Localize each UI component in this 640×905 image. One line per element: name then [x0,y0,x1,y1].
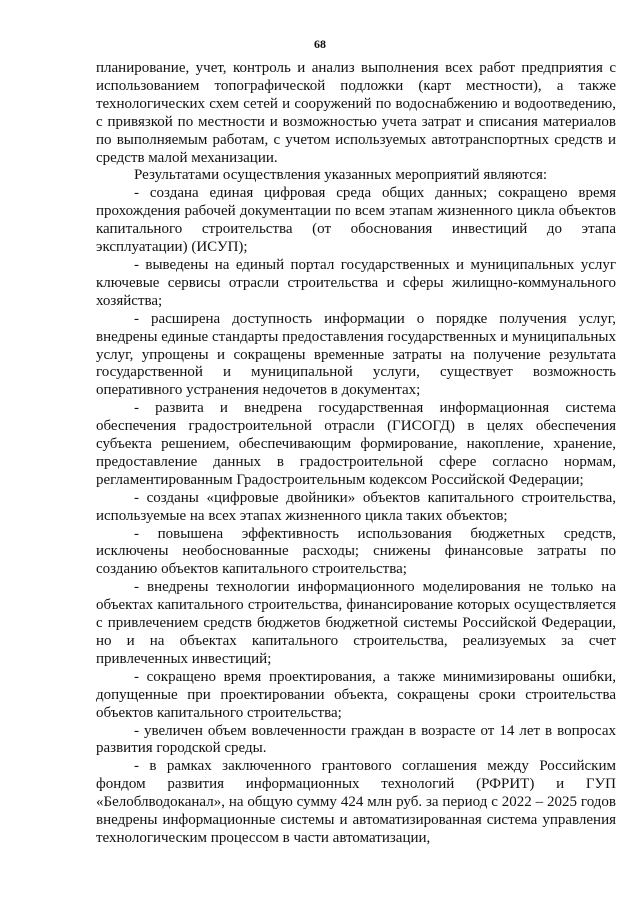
page-number: 68 [314,37,326,51]
paragraph-results-intro: Результатами осуществления указанных мероприятий являются: [134,167,548,184]
list-item-information-modeling: - внедрены технологии информационного моделирования не только на объектах капитального строительства, финансирование которых осуществляется с привлечением средств бюджетов бюджетной системы Российской Федерации, но и на объектах капитального строительства, реализуемых за счет привлеченных инвестиций; [96,579,616,667]
list-item-design-time: - сокращено время проектирования, а также минимизированы ошибки, допущенные при проектировании объекта, сокращены сроки строительства объектов капитального строительства; [96,668,616,721]
list-item-public-services-portal: - выведены на единый портал государственных и муниципальных услуг ключевые сервисы отрасли строительства и сферы жилищно-коммунального хозяйства; [96,256,616,309]
page-body [96,60,616,848]
list-item-budget-efficiency: - повышена эффективность использования бюджетных средств, исключены необоснованные расходы; снижены финансовые затраты по созданию объектов капитального строительства; [96,525,616,578]
list-item-citizen-engagement: - увеличен объем вовлеченности граждан в возрасте от 14 лет в вопросах развития городской среды. [96,722,616,757]
list-item-service-accessibility: - расширена доступность информации о порядке получения услуг, внедрены единые стандарты предоставления государственных и муниципальных услуг, упрощены и сокращены временные затраты на получение результата государственной и муниципальной услуги, существует возможность оперативного устранения недочетов в документах; [96,310,616,399]
paragraph-planning-continuation: планирование, учет, контроль и анализ выполнения всех работ предприятия с использованием топографической подложки (карт местности), а также технологических схем сетей и сооружений по водоснабжению и водоотведению, с привязкой по местности и возможностью учета затрат и списания материалов по выполняемым работам, с учетом используемых автотранспортных средств и средств малой механизации. [96,60,616,166]
list-item-data-environment: - создана единая цифровая среда общих данных; сокращено время прохождения рабочей документации по всем этапам жизненного цикла объектов капитального строительства (от обоснования инвестиций до этапа эксплуатации) (ИСУП); [96,185,616,256]
list-item-digital-twins: - созданы «цифровые двойники» объектов капитального строительства, используемые на всех этапах жизненного цикла таких объектов; [96,489,616,524]
list-item-grant-agreement: - в рамках заключенного грантового соглашения между Российским фондом развития информационных технологий (РФРИТ) и ГУП «Белоблводоканал», на общую сумму 424 млн руб. за период с 2022 – 2025 годов внедрены информационные системы и автоматизированная система управления технологическим процессом в части автоматизации, [96,758,616,846]
list-item-gisogd-system: - развита и внедрена государственная информационная система обеспечения градостроительной отрасли (ГИСОГД) в целях обеспечения субъекта решением, обеспечивающим формирование, накопление, хранение, предоставление данных в градостроительной сфере согласно нормам, регламентированным Градостроительным кодексом Российской Федерации; [96,400,616,488]
